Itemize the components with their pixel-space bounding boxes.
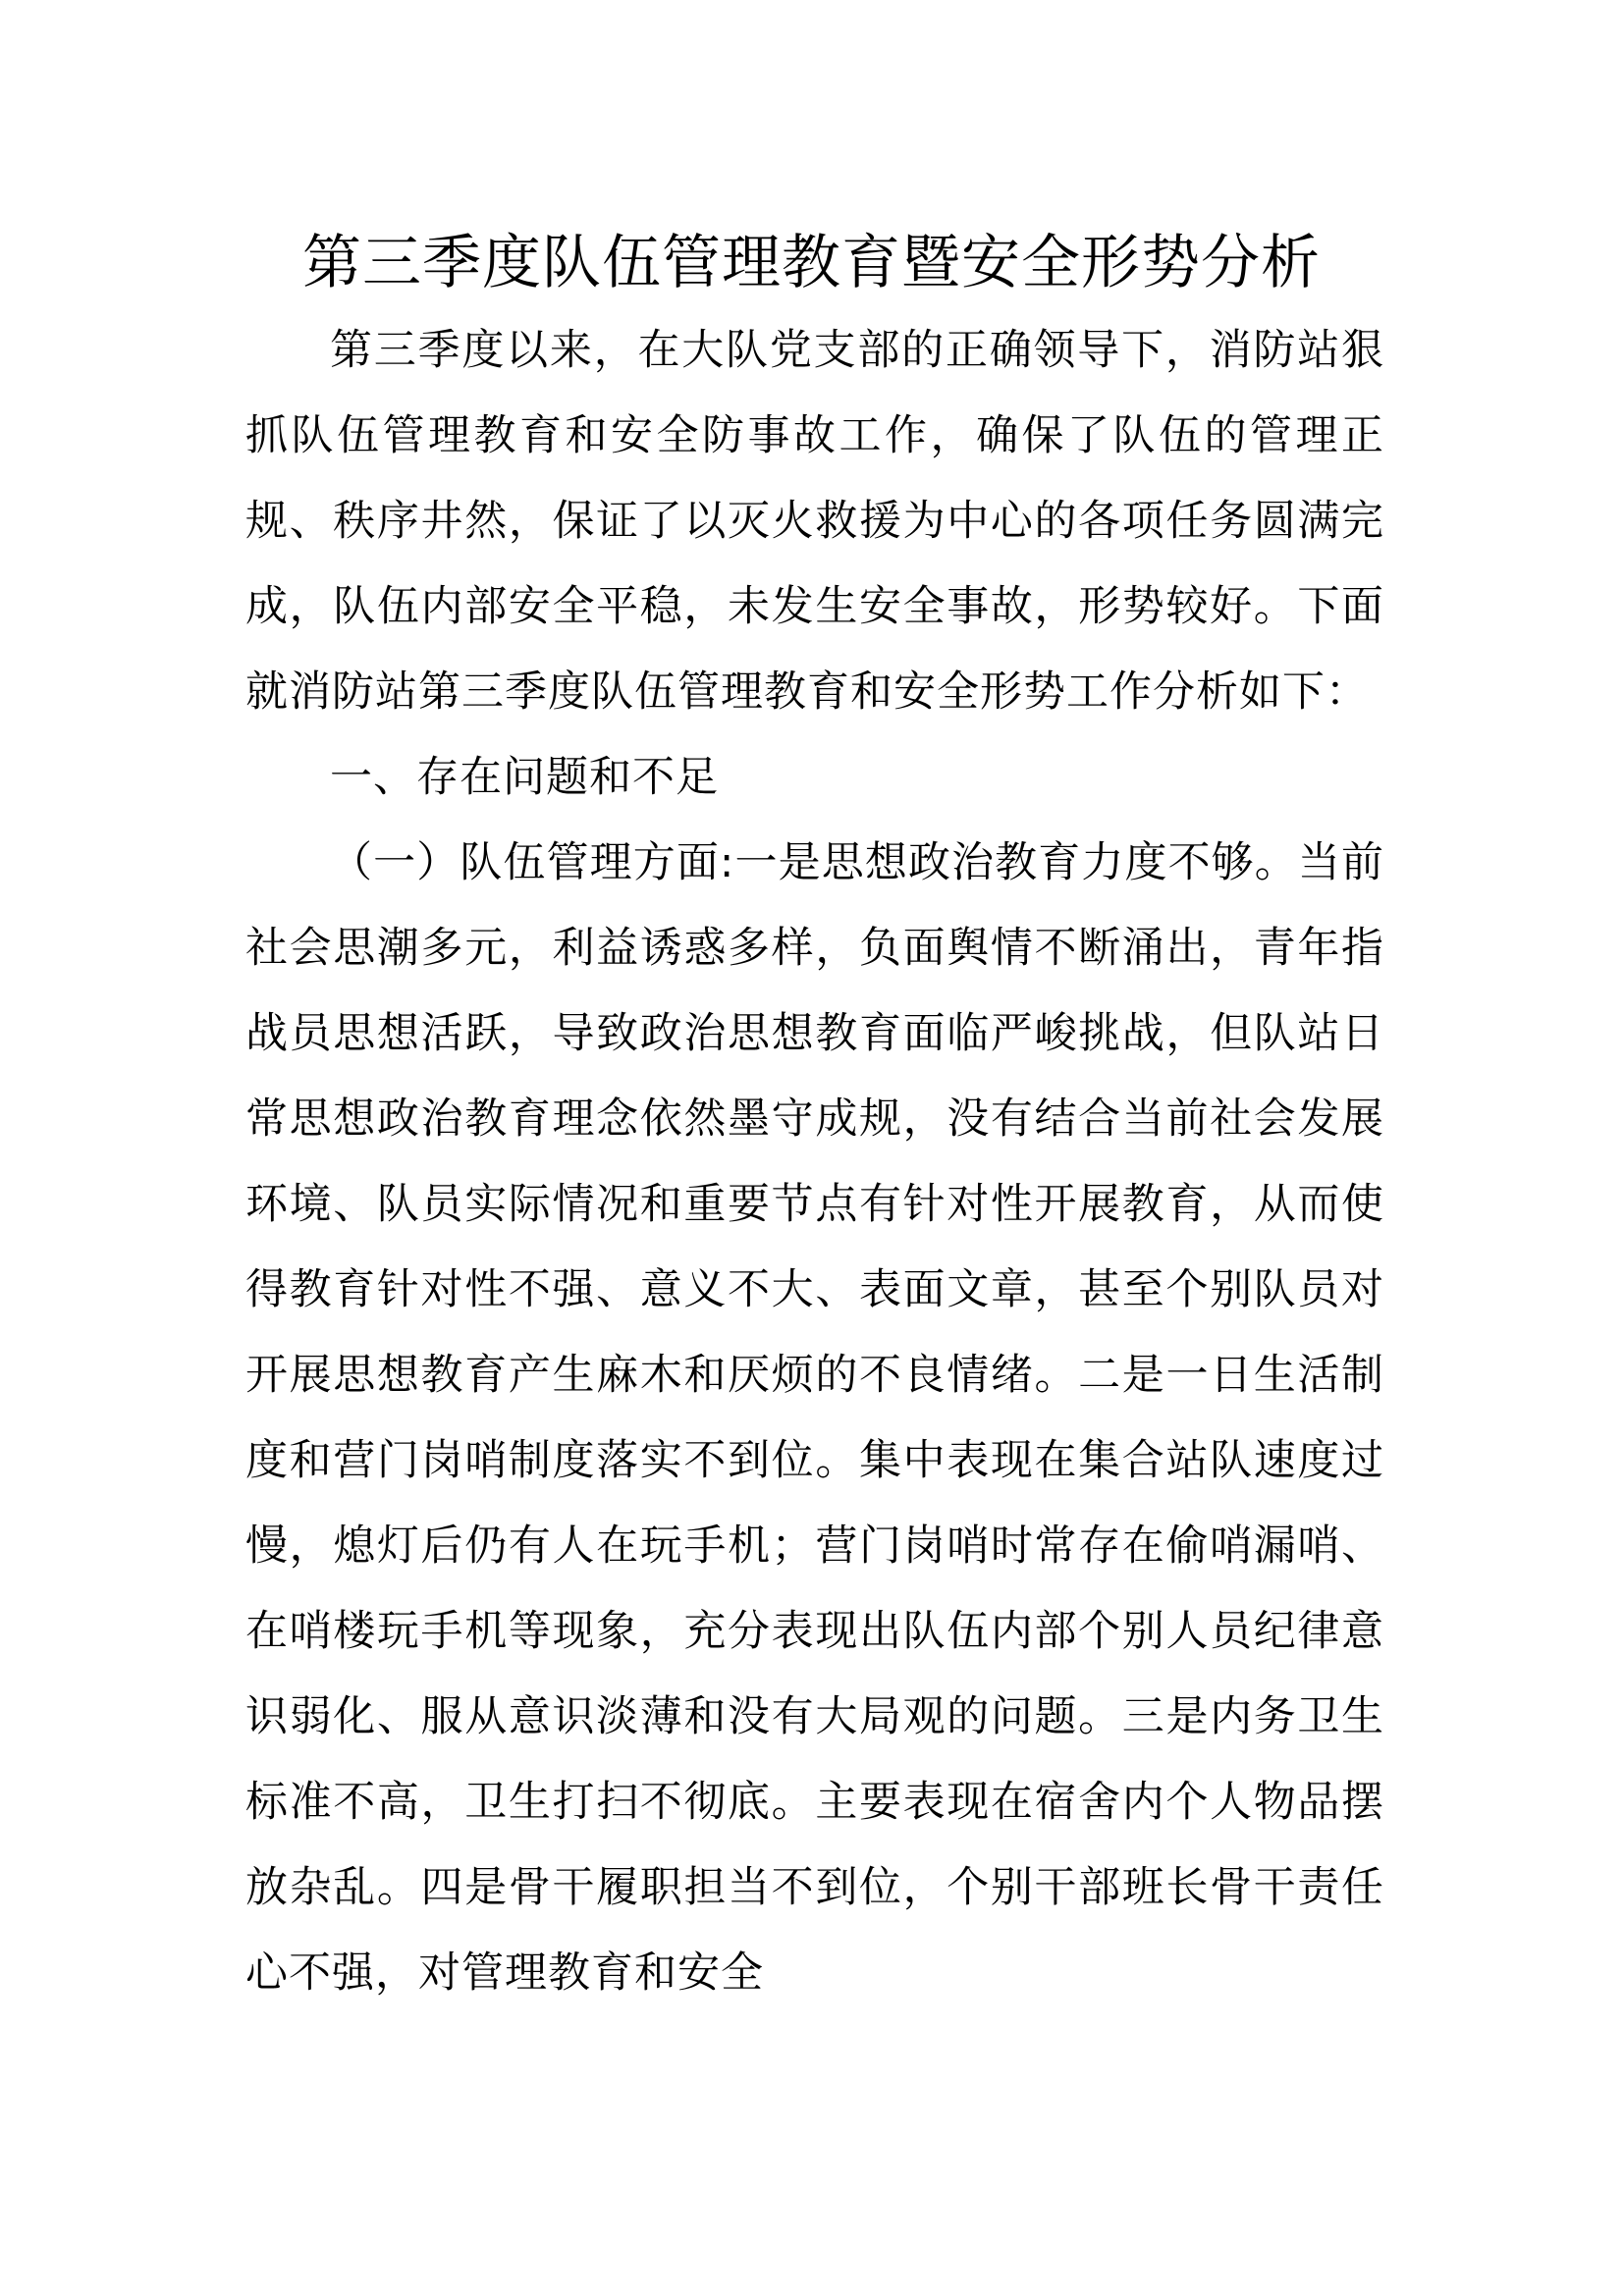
paragraph-team-management: （一）队伍管理方面:一是思想政治教育力度不够。当前社会思潮多元，利益诱惑多样，负面舆情不断涌出，青年指战员思想活跃，导致政治思想教育面临严峻挑战，但队站日常思想政治教育理念依然墨守成规，没有结合当前社会发展环境、队员实际情况和重要节点有针对性开展教育，从而使得教育针对性不强、意义不大、表面文章，甚至个别队员对开展思想教育产生麻木和厌烦的不良情绪。二是一日生活制度和营门岗哨制度落实不到位。集中表现在集合站队速度过慢，熄灯后仍有人在玩手机；营门岗哨时常存在偷哨漏哨、在哨楼玩手机等现象，充分表现出队伍内部个别人员纪律意识弱化、服从意识淡薄和没有大局观的问题。三是内务卫生标准不高，卫生打扫不彻底。主要表现在宿舍内个人物品摆放杂乱。四是骨干履职担当不到位，个别干部班长骨干责任心不强，对管理教育和安全 (245, 838, 1384, 1998)
paragraph-intro: 第三季度以来，在大队党支部的正确领导下，消防站狠抓队伍管理教育和安全防事故工作，确保了队伍的管理正规、秩序井然，保证了以灭火救援为中心的各项任务圆满完成，队伍内部安全平稳，未发生安全事故，形势较好。下面就消防站第三季度队伍管理教育和安全形势工作分析如下： (245, 326, 1384, 717)
document-body (245, 308, 1384, 2016)
document-title: 第三季度队伍管理教育暨安全形势分析 (302, 229, 1321, 297)
section-heading-problems: 一、存在问题和不足 (330, 753, 719, 802)
